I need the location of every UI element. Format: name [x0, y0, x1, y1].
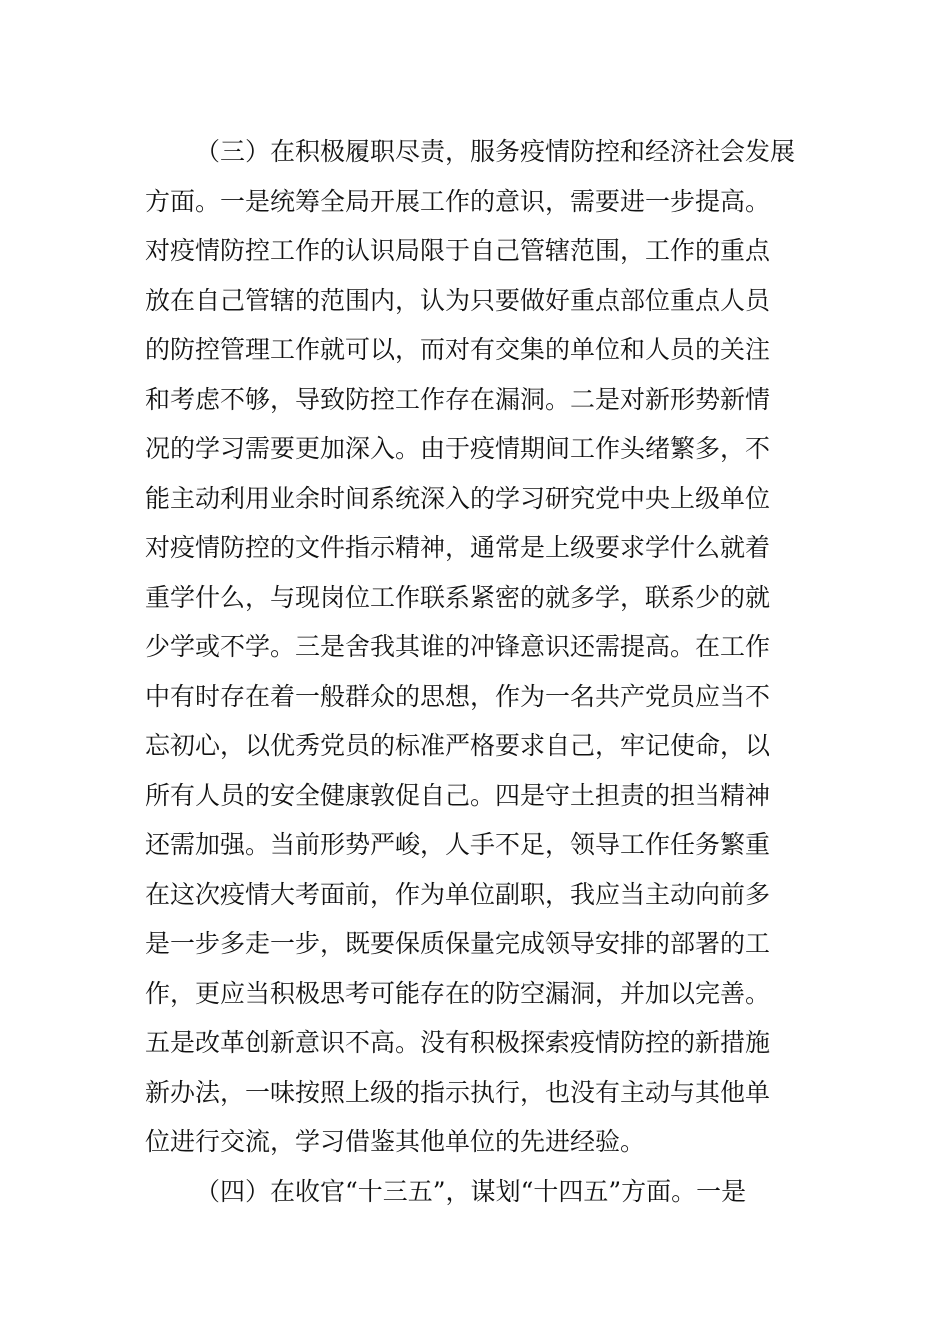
paragraph-3-line: 所有人员的安全健康敦促自己。四是守土担责的担当精神: [145, 780, 771, 810]
paragraph-3-line: 的防控管理工作就可以，而对有交集的单位和人员的关注: [145, 335, 771, 364]
paragraph-3-line: 方面。一是统筹全局开展工作的意识，需要进一步提高。: [145, 186, 771, 216]
paragraph-3-line: 忘初心，以优秀党员的标准严格要求自己，牢记使命，以: [145, 731, 771, 760]
paragraph-3-line: 放在自己管辖的范围内，认为只要做好重点部位重点人员: [145, 285, 771, 315]
paragraph-3-line: 是一步多走一步，既要保质保量完成领导安排的部署的工: [145, 929, 771, 958]
paragraph-3-line: 新办法，一味按照上级的指示执行，也没有主动与其他单: [145, 1077, 771, 1107]
paragraph-3-line: 位进行交流，学习借鉴其他单位的先进经验。: [145, 1127, 646, 1156]
paragraph-3-line: 能主动利用业余时间系统深入的学习研究党中央上级单位: [145, 483, 771, 513]
paragraph-3-line: 还需加强。当前形势严峻，人手不足，领导工作任务繁重: [145, 830, 771, 859]
paragraph-3-line: 和考虑不够，导致防控工作存在漏洞。二是对新形势新情: [145, 384, 771, 414]
paragraph-3-line: 在这次疫情大考面前，作为单位副职，我应当主动向前多: [145, 879, 771, 909]
paragraph-3-line: （三）在积极履职尽责，服务疫情防控和经济社会发展: [195, 137, 796, 166]
body-text: [145, 127, 810, 1216]
paragraph-3-line: 况的学习需要更加深入。由于疫情期间工作头绪繁多，不: [145, 434, 771, 463]
paragraph-3-line: 作，更应当积极思考可能存在的防空漏洞，并加以完善。: [145, 978, 771, 1008]
paragraph-3-line: 重学什么，与现岗位工作联系紧密的就多学，联系少的就: [145, 582, 771, 612]
paragraph-3-line: 五是改革创新意识不高。没有积极探索疫情防控的新措施: [145, 1028, 771, 1057]
paragraph-4-line: （四）在收官“十三五”，谋划“十四五”方面。一是: [195, 1176, 747, 1206]
paragraph-3-line: 少学或不学。三是舍我其谁的冲锋意识还需提高。在工作: [145, 632, 771, 661]
paragraph-3-line: 对疫情防控工作的认识局限于自己管辖范围，工作的重点: [145, 236, 771, 265]
paragraph-3-line: 中有时存在着一般群众的思想，作为一名共产党员应当不: [145, 681, 771, 711]
paragraph-3-line: 对疫情防控的文件指示精神，通常是上级要求学什么就着: [145, 533, 771, 562]
